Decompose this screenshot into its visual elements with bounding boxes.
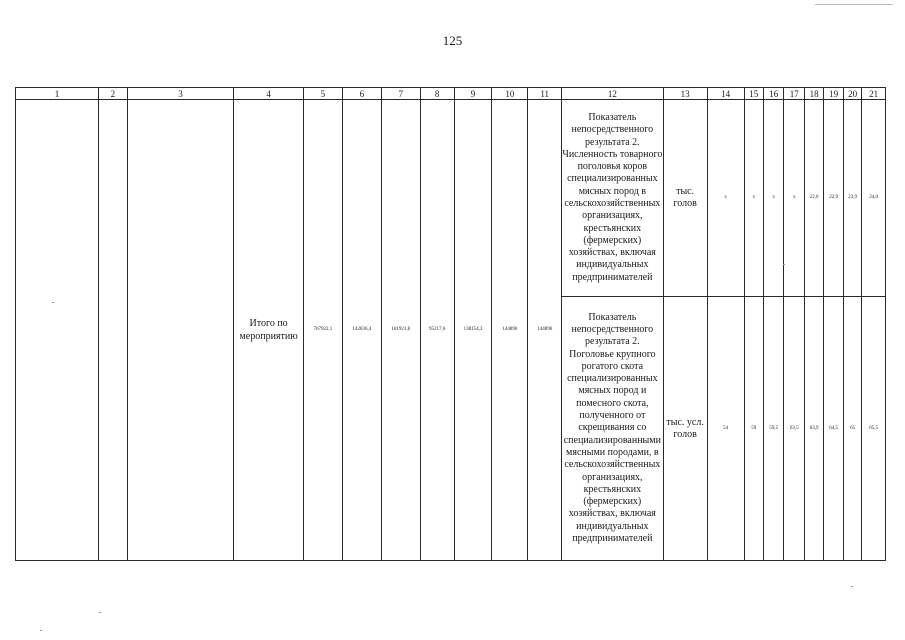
indicator-1-value-col-14: x <box>707 100 744 297</box>
scan-speck <box>99 612 101 613</box>
report-table <box>15 87 886 561</box>
indicator-1-unit: тыс. голов <box>663 100 707 297</box>
col-header-12: 12 <box>562 88 663 100</box>
indicator-2-value-col-18: 63,9 <box>804 297 823 561</box>
indicator-2-value-col-15: 59 <box>744 297 763 561</box>
measure-total-label: Итого по мероприятию <box>234 100 304 561</box>
col-header-7: 7 <box>381 88 420 100</box>
col-header-14: 14 <box>707 88 744 100</box>
total-value-col-11: 144896 <box>528 100 562 561</box>
total-value-col-9: 138154,3 <box>454 100 492 561</box>
col-header-8: 8 <box>420 88 454 100</box>
indicator-2-value-col-17: 63,5 <box>784 297 804 561</box>
cell-col-1 <box>16 100 99 561</box>
col-header-6: 6 <box>342 88 381 100</box>
col-header-20: 20 <box>843 88 861 100</box>
cell-col-3 <box>127 100 234 561</box>
cell-col-2 <box>99 100 128 561</box>
indicator-1-value-col-18: 22,0 <box>804 100 823 297</box>
indicator-2-value-col-19: 64,5 <box>824 297 843 561</box>
indicator-1-value-col-15: x <box>744 100 763 297</box>
col-header-9: 9 <box>454 88 492 100</box>
indicator-2-value-col-21: 65,5 <box>862 297 886 561</box>
col-header-3: 3 <box>127 88 234 100</box>
col-header-16: 16 <box>763 88 783 100</box>
col-header-11: 11 <box>528 88 562 100</box>
indicator-2-unit: тыс. усл. голов <box>663 297 707 561</box>
col-header-1: 1 <box>16 88 99 100</box>
indicator-1-text: Показатель непосредственного результата 2. Численность товарного поголовья коров специализированных мясных пород в сельскохозяйственных организациях, крестьянских (фермерских) хозяйствах, включая индивидуальных предпринимателей <box>562 100 663 297</box>
indicator-1-value-col-21: 24,0 <box>862 100 886 297</box>
total-value-col-7: 101921,8 <box>381 100 420 561</box>
col-header-10: 10 <box>492 88 528 100</box>
col-header-2: 2 <box>99 88 128 100</box>
col-header-18: 18 <box>804 88 823 100</box>
scan-speck <box>52 302 54 303</box>
indicator-1-value-col-20: 23,9 <box>843 100 861 297</box>
col-header-21: 21 <box>862 88 886 100</box>
col-header-13: 13 <box>663 88 707 100</box>
col-header-17: 17 <box>784 88 804 100</box>
col-header-19: 19 <box>824 88 843 100</box>
scan-speck <box>40 630 42 631</box>
col-header-5: 5 <box>303 88 342 100</box>
scan-speck <box>783 264 785 265</box>
total-value-col-6: 142836,4 <box>342 100 381 561</box>
indicator-2-value-col-20: 65 <box>843 297 861 561</box>
scan-speck <box>851 586 853 587</box>
indicator-1-value-col-16: x <box>763 100 783 297</box>
total-value-col-8: 95217,6 <box>420 100 454 561</box>
indicator-2-value-col-14: 54 <box>707 297 744 561</box>
col-header-15: 15 <box>744 88 763 100</box>
column-number-row <box>16 88 886 100</box>
scan-edge-line <box>815 4 893 5</box>
total-value-col-5: 767922,1 <box>303 100 342 561</box>
total-value-col-10: 144896 <box>492 100 528 561</box>
indicator-1-value-col-17: x <box>784 100 804 297</box>
indicator-2-value-col-16: 59,5 <box>763 297 783 561</box>
indicator-1-value-col-19: 22,9 <box>824 100 843 297</box>
col-header-4: 4 <box>234 88 304 100</box>
page-number: 125 <box>442 33 463 48</box>
indicator-2-text: Показатель непосредственного результата 2. Поголовье крупного рогатого скота специализированных мясных пород и помесного скота, полученного от скрещивания со специализированными мясными породами, в сельскохозяйственных организациях, крестьянских (фермерских) хозяйствах, включая индивидуальных предпринимателей <box>562 297 663 561</box>
indicator-row-1 <box>16 100 886 297</box>
